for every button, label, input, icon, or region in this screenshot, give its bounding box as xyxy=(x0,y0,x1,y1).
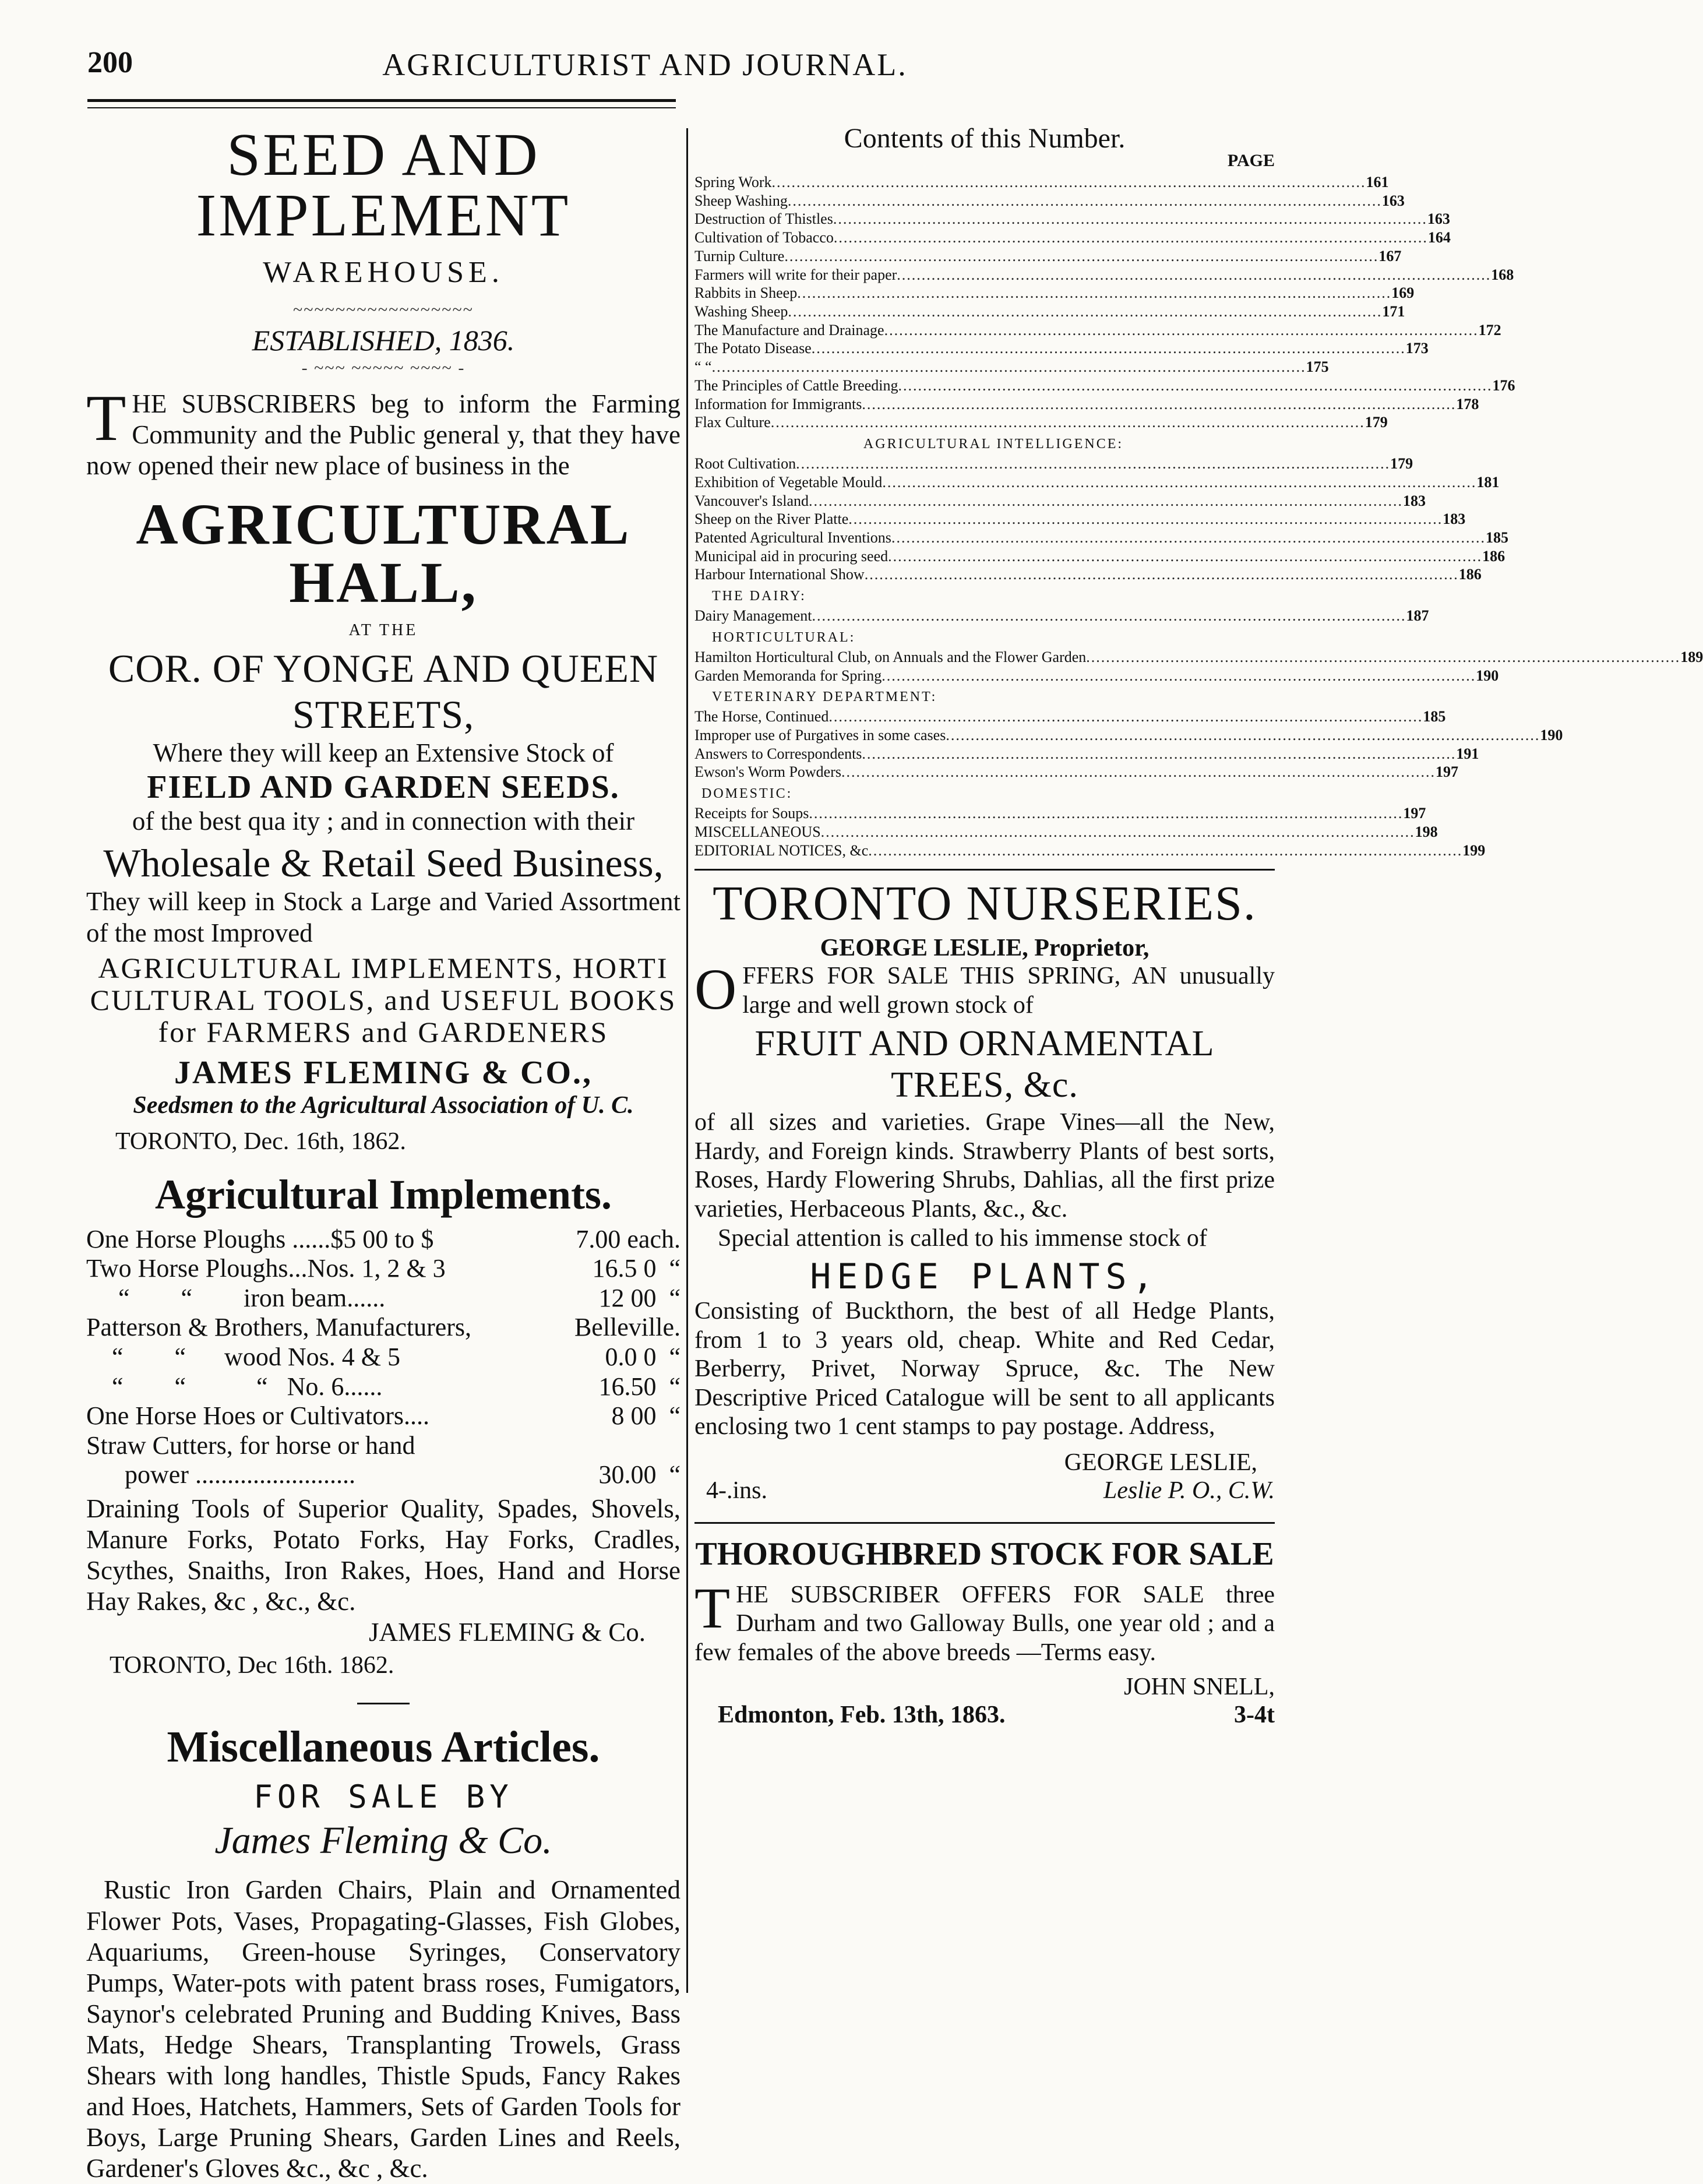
toc-leader-dots: ........................................................................................................................ xyxy=(828,708,1423,725)
caps-line-1: AGRICULTURAL IMPLEMENTS, HORTI xyxy=(98,951,669,984)
toc-entry-title: “ “ xyxy=(694,358,712,376)
firm-signature: JAMES FLEMING & Co. xyxy=(368,1618,646,1647)
toc-entry-page: 173 xyxy=(1405,340,1429,357)
toc-entry-page: 190 xyxy=(1540,726,1563,744)
section-heading: THOROUGHBRED STOCK FOR SALE xyxy=(695,1535,1274,1572)
toc-leader-dots: ........................................................................................................................ xyxy=(809,805,1404,822)
toc-entry-title: Rabbits in Sheep xyxy=(694,284,798,302)
toc-list xyxy=(694,607,1429,625)
toc-entry-page: 186 xyxy=(1458,566,1482,583)
drop-cap: T xyxy=(694,1575,731,1640)
toc-leader-dots: ........................................................................................................................ xyxy=(841,763,1436,781)
item-name: Straw Cutters, for horse or hand xyxy=(86,1431,415,1460)
toc-leader-dots: ........................................................................................................................ xyxy=(833,229,1428,246)
price-row xyxy=(86,1372,681,1402)
firm-name: James Fleming & Co. xyxy=(214,1819,552,1862)
stock-ad xyxy=(694,1535,1275,1729)
item-name: “ “ wood Nos. 4 & 5 xyxy=(86,1343,400,1372)
toc-section-heading: HORTICULTURAL: xyxy=(712,629,856,645)
toc-leader-dots: ........................................................................................................................ xyxy=(770,414,1365,431)
section-heading: Miscellaneous Articles. xyxy=(167,1722,600,1772)
nurseries-ad xyxy=(694,875,1275,1505)
toc-entry-title: EDITORIAL NOTICES, &c xyxy=(694,841,869,859)
toc-entry-title: Washing Sheep xyxy=(694,303,788,320)
header-rule-bottom xyxy=(87,107,676,108)
toc-entry-page: 179 xyxy=(1364,414,1388,431)
dateline-row xyxy=(694,1701,1275,1729)
toc-section-heading: VETERINARY DEPARTMENT: xyxy=(712,689,937,705)
ornament: - ~~~ ~~~~~ ~~~~ - xyxy=(301,358,466,378)
toc-entry-title: Answers to Correspondents xyxy=(694,745,862,762)
right-column xyxy=(694,122,1703,1729)
toc-entry xyxy=(694,173,1389,192)
toc-leader-dots: ........................................................................................................................ xyxy=(868,841,1463,859)
toc-entry-title: Vancouver's Island xyxy=(694,492,809,509)
toc-leader-dots: ........................................................................................................................ xyxy=(784,247,1379,265)
toc-leader-dots: ........................................................................................................................ xyxy=(1086,648,1681,665)
toc-leader-dots: ........................................................................................................................ xyxy=(848,510,1443,528)
toc-entry-page: 171 xyxy=(1382,303,1405,320)
signature-place: Leslie P. O., C.W. xyxy=(1103,1477,1275,1504)
varieties-paragraph: of all sizes and varieties. Grape Vines—all the New, Hardy, and Foreign kinds. Strawberry Plants of best sorts, Roses, Hardy Flowering Shrubs, Dahlias, all the first prize varieties, Herbaceous Plants, &c., &c. xyxy=(694,1109,1275,1223)
price-row xyxy=(86,1225,681,1255)
toc-entry xyxy=(694,492,1426,510)
page-header xyxy=(87,45,1203,92)
toc-entry xyxy=(694,210,1450,228)
signature-name: GEORGE LESLIE, xyxy=(1064,1449,1257,1476)
toc-entry-page: 199 xyxy=(1462,841,1486,859)
special-paragraph: Special attention is called to his immense stock of xyxy=(718,1224,1207,1252)
implements-ad xyxy=(86,1171,681,1680)
toc-entry xyxy=(694,547,1505,566)
toc-section-heading: DOMESTIC: xyxy=(701,786,793,802)
left-column xyxy=(86,122,681,2184)
hedge-paragraph: Consisting of Buckthorn, the best of all Hedge Plants, from 1 to 3 years old, cheap. White and Red Cedar, Berberry, Privet, Norway Spruce, &c. The New Descriptive Priced Catalogue will be sent to all applicants enclosing two 1 cent stamps to pay postage. Address, xyxy=(694,1298,1275,1440)
toc-entry-page: 178 xyxy=(1456,395,1479,413)
price-row xyxy=(86,1254,681,1284)
toc-leader-dots: ........................................................................................................................ xyxy=(787,192,1382,209)
at-the: AT THE xyxy=(348,621,418,640)
toc-list xyxy=(694,707,1563,781)
toc-leader-dots: ........................................................................................................................ xyxy=(882,473,1477,491)
street-corner: COR. OF YONGE AND QUEEN STREETS, xyxy=(108,646,659,737)
toc-entry-page: 186 xyxy=(1482,547,1505,565)
toc-entry-page: 179 xyxy=(1390,455,1413,473)
toc-entry xyxy=(694,358,1329,376)
toc-entry xyxy=(694,763,1459,781)
contents-heading: Contents of this Number. xyxy=(844,123,1126,154)
toc-entry xyxy=(694,413,1388,432)
price-row xyxy=(86,1343,681,1372)
header-rule-top xyxy=(87,99,676,102)
toc-leader-dots: ........................................................................................................................ xyxy=(946,726,1540,744)
articles-paragraph: Rustic Iron Garden Chairs, Plain and Ornamented Flower Pots, Vases, Propagating-Glasses, Fish Globes, Aquariums, Green-house Syringes, Conservatory Pumps, Water-pots with patent brass roses, Fumigators, Saynor's celebrated Pruning and Budding Knives, Bass Mats, Hedge Shears, Transplanting Trowels, Grass Shears with long handles, Thistle Spuds, Fancy Rakes and Hoes, Hatchets, Hammers, Sets of Garden Tools for Boys, Large Pruning Shears, Garden Lines and Reels, Gardener's Gloves &c., &c , &c. xyxy=(86,1875,681,2183)
toc-entry-title: Farmers will write for their paper xyxy=(694,266,897,283)
toc-entry xyxy=(694,667,1499,685)
toc-section-heading: AGRICULTURAL INTELLIGENCE: xyxy=(863,436,1124,452)
keep-line: They will keep in Stock a Large and Varied Assortment of the most Improved xyxy=(86,887,681,947)
toc-entry-title: Municipal aid in procuring seed xyxy=(694,547,888,565)
toc-leader-dots: ........................................................................................................................ xyxy=(862,745,1457,762)
item-price: 7.00 each. xyxy=(576,1224,681,1253)
section-heading: Agricultural Implements. xyxy=(155,1171,612,1218)
toc-entry-title: Root Cultivation xyxy=(694,455,796,473)
section-rule xyxy=(357,1703,410,1704)
toc-list xyxy=(694,173,1515,432)
intro-text: HE SUBSCRIBERS beg to inform the Farming Community and the Public general y, that they have now opened their new place of business in the xyxy=(86,389,681,481)
section-rule xyxy=(694,1522,1275,1524)
dateline: TORONTO, Dec. 16th, 1862. xyxy=(115,1128,406,1155)
intro-paragraph xyxy=(694,957,1275,1022)
toc-leader-dots: ........................................................................................................................ xyxy=(820,823,1415,840)
toc-entry xyxy=(694,473,1500,492)
toc-leader-dots: ........................................................................................................................ xyxy=(771,174,1366,191)
stock-line: Where they will keep an Extensive Stock of xyxy=(153,738,614,768)
toc-entry xyxy=(694,726,1563,745)
ad-subhead: WAREHOUSE. xyxy=(263,256,504,289)
toc-entry-title: Cultivation of Tobacco xyxy=(694,229,834,246)
page-label: PAGE xyxy=(1227,151,1275,170)
drop-cap: O xyxy=(694,957,737,1022)
stock-text: HE SUBSCRIBER OFFERS FOR SALE three Durham and two Galloway Bulls, one year old ; and a few females of the above breeds —Terms easy. xyxy=(694,1581,1275,1666)
toc-entry xyxy=(694,228,1451,247)
toc-leader-dots: ........................................................................................................................ xyxy=(897,266,1492,283)
toc-leader-dots: ........................................................................................................................ xyxy=(833,210,1427,228)
drop-cap: T xyxy=(86,382,126,455)
toc-entry-page: 167 xyxy=(1378,247,1402,265)
section-heading: TORONTO NURSERIES. xyxy=(713,876,1257,931)
price-row xyxy=(86,1431,681,1461)
toc-leader-dots: ........................................................................................................................ xyxy=(882,667,1476,684)
miscellaneous-ad xyxy=(86,1722,681,2184)
seed-warehouse-ad xyxy=(86,121,681,1156)
toc-entry xyxy=(694,247,1402,266)
signature-name: JOHN SNELL, xyxy=(1124,1674,1275,1701)
toc-entry xyxy=(694,823,1438,841)
toc-entry-title: Destruction of Thistles xyxy=(694,210,833,228)
toc-leader-dots: ........................................................................................................................ xyxy=(884,321,1479,339)
toc-entry-title: Exhibition of Vegetable Mould xyxy=(694,473,883,491)
item-price: 16.50 “ xyxy=(598,1372,681,1401)
firm-name: JAMES FLEMING & CO., xyxy=(174,1054,593,1091)
toc-entry-page: 181 xyxy=(1476,473,1500,491)
toc-entry-title: Garden Memoranda for Spring xyxy=(694,667,882,684)
toc-entry-title: The Principles of Cattle Breeding xyxy=(694,376,898,394)
toc-entry xyxy=(694,395,1479,414)
page-number: 200 xyxy=(87,46,133,79)
toc-leader-dots: ........................................................................................................................ xyxy=(888,547,1483,565)
for-sale-line: FOR SALE BY xyxy=(253,1778,513,1816)
toc-entry-page: 190 xyxy=(1476,667,1499,684)
toc-entry xyxy=(694,284,1415,302)
item-price: Belleville. xyxy=(574,1313,681,1342)
toc-entry xyxy=(694,607,1429,625)
toc-leader-dots: ........................................................................................................................ xyxy=(864,566,1459,583)
established-line: ESTABLISHED, 1836. xyxy=(252,324,515,357)
toc-entry-page: 187 xyxy=(1406,607,1429,625)
toc-entry xyxy=(694,376,1515,395)
toc-entry xyxy=(694,841,1486,860)
toc-entry-title: Turnip Culture xyxy=(694,247,785,265)
intro-text: FFERS FOR SALE THIS SPRING, AN unusually large and well grown stock of xyxy=(742,963,1275,1019)
toc-entry-page: 189 xyxy=(1680,648,1703,665)
toc-entry-title: Information for Immigrants xyxy=(694,395,862,413)
toc-leader-dots: ........................................................................................................................ xyxy=(711,358,1306,376)
toc-entry-page: 197 xyxy=(1436,763,1459,781)
toc-entry-page: 164 xyxy=(1427,229,1451,246)
item-name: “ “ iron beam...... xyxy=(86,1283,386,1312)
item-price: 12 00 “ xyxy=(598,1283,681,1312)
toc-entry-page: 198 xyxy=(1415,823,1438,840)
seeds-line: FIELD AND GARDEN SEEDS. xyxy=(147,769,620,806)
item-price: 8 00 “ xyxy=(611,1401,681,1431)
toc-entry xyxy=(694,745,1479,763)
hedge-plants-heading: HEDGE PLANTS, xyxy=(810,1256,1159,1298)
toc-entry-page: 172 xyxy=(1478,321,1501,339)
toc-entry xyxy=(694,339,1429,358)
quality-line: of the best qua ity ; and in connection with their xyxy=(132,806,635,836)
toc-entry-title: Patented Agricultural Inventions xyxy=(694,529,891,546)
toc-leader-dots: ........................................................................................................................ xyxy=(811,340,1406,357)
stock-paragraph xyxy=(694,1575,1275,1668)
toc-entry-title: Harbour International Show xyxy=(694,566,865,583)
price-row xyxy=(86,1313,681,1343)
price-row xyxy=(86,1284,681,1313)
toc-leader-dots: ........................................................................................................................ xyxy=(862,395,1457,413)
item-price: 0.0 0 “ xyxy=(605,1343,681,1372)
toc-entry-title: MISCELLANEOUS xyxy=(694,823,821,840)
intro-paragraph xyxy=(86,382,681,481)
dateline: TORONTO, Dec 16th. 1862. xyxy=(110,1652,394,1679)
hall-name: AGRICULTURAL HALL, xyxy=(136,492,631,615)
toc-entry-title: Improper use of Purgatives in some cases xyxy=(694,726,946,744)
toc-entry xyxy=(694,192,1405,210)
toc-entry-title: The Manufacture and Drainage xyxy=(694,321,884,339)
toc-entry-title: The Potato Disease xyxy=(694,340,812,357)
toc-list xyxy=(694,648,1703,685)
toc-entry-title: Ewson's Worm Powders xyxy=(694,763,842,781)
item-name: Two Horse Ploughs...Nos. 1, 2 & 3 xyxy=(86,1254,446,1283)
toc-entry-page: 191 xyxy=(1456,745,1479,762)
toc-entry-title: Sheep on the River Platte xyxy=(694,510,849,528)
dateline: Edmonton, Feb. 13th, 1863. xyxy=(718,1702,1006,1729)
item-name: One Horse Ploughs ......$5 00 to $ xyxy=(86,1224,434,1253)
toc-entry-title: Spring Work xyxy=(694,174,772,191)
toc-leader-dots: ........................................................................................................................ xyxy=(812,607,1406,625)
toc-leader-dots: ........................................................................................................................ xyxy=(809,492,1404,509)
price-row xyxy=(86,1401,681,1431)
toc-entry xyxy=(694,529,1508,547)
page-title: AGRICULTURIST AND JOURNAL. xyxy=(382,47,908,82)
toc-entry xyxy=(694,707,1446,726)
toc-entry-page: 197 xyxy=(1403,805,1426,822)
toc-entry xyxy=(694,648,1703,667)
toc-entry-page: 176 xyxy=(1492,376,1515,394)
column-divider xyxy=(686,128,688,1993)
toc-entry-title: Flax Culture xyxy=(694,414,771,431)
toc-entry-page: 183 xyxy=(1443,510,1466,528)
toc-entry-page: 183 xyxy=(1403,492,1426,509)
toc-entry xyxy=(694,510,1466,529)
item-name: Patterson & Brothers, Manufacturers, xyxy=(86,1313,472,1342)
table-of-contents xyxy=(694,122,1703,859)
seedsmen-line: Seedsmen to the Agricultural Association of U. C. xyxy=(133,1091,634,1119)
price-list xyxy=(86,1225,681,1490)
item-price: 30.00 “ xyxy=(598,1460,681,1489)
ornament: ~~~~~~~~~~~~~~~~~ xyxy=(293,300,474,319)
toc-entry-page: 161 xyxy=(1366,174,1389,191)
toc-entry xyxy=(694,455,1413,473)
toc-entry xyxy=(694,302,1405,321)
toc-entry-page: 175 xyxy=(1306,358,1329,376)
toc-entry xyxy=(694,266,1514,284)
toc-leader-dots: ........................................................................................................................ xyxy=(797,284,1392,302)
toc-leader-dots: ........................................................................................................................ xyxy=(788,303,1383,320)
toc-entry-page: 185 xyxy=(1423,708,1446,725)
toc-list xyxy=(694,455,1508,584)
toc-leader-dots: ........................................................................................................................ xyxy=(898,376,1493,394)
signature-row xyxy=(694,1477,1275,1505)
toc-entry-page: 185 xyxy=(1485,529,1508,546)
ad-headline: SEED AND IMPLEMENT xyxy=(196,121,571,249)
insertion-tag: 3-4t xyxy=(1234,1702,1275,1729)
fruit-trees-line: FRUIT AND ORNAMENTAL TREES, &c. xyxy=(754,1024,1215,1105)
toc-entry-page: 169 xyxy=(1391,284,1415,302)
toc-entry-page: 168 xyxy=(1491,266,1514,283)
tools-paragraph: Draining Tools of Superior Quality, Spades, Shovels, Manure Forks, Potato Forks, Hay Forks, Cradles, Scythes, Snaiths, Iron Rakes, Hoes, Hand and Horse Hay Rakes, &c , &c., &c. xyxy=(86,1494,681,1616)
toc-section-heading: THE DAIRY: xyxy=(712,589,806,604)
item-name: One Horse Hoes or Cultivators.... xyxy=(86,1401,430,1431)
item-name: “ “ “ No. 6...... xyxy=(86,1372,383,1401)
toc-entry-title: The Horse, Continued xyxy=(694,708,829,725)
caps-line-3: for FARMERS and GARDENERS xyxy=(158,1015,609,1048)
toc-entry-title: Hamilton Horticultural Club, on Annuals and the Flower Garden xyxy=(694,648,1087,665)
item-name: power ......................... xyxy=(86,1460,355,1489)
price-row xyxy=(86,1460,681,1490)
caps-line-2: CULTURAL TOOLS, and USEFUL BOOKS xyxy=(90,983,677,1016)
section-rule xyxy=(694,869,1275,871)
wholesale-line: Wholesale & Retail Seed Business, xyxy=(103,841,664,886)
toc-entry xyxy=(694,321,1501,340)
insertion-tag: 4-.ins. xyxy=(706,1477,767,1504)
toc-list xyxy=(694,804,1486,859)
toc-entry-page: 163 xyxy=(1427,210,1450,228)
toc-leader-dots: ........................................................................................................................ xyxy=(891,529,1486,546)
item-price: 16.5 0 “ xyxy=(592,1254,681,1283)
toc-entry-title: Receipts for Soups xyxy=(694,805,809,822)
toc-entry-title: Sheep Washing xyxy=(694,192,788,209)
toc-entry xyxy=(694,804,1426,823)
proprietor-line: GEORGE LESLIE, Proprietor, xyxy=(820,935,1150,962)
toc-entry xyxy=(694,565,1482,584)
toc-leader-dots: ........................................................................................................................ xyxy=(796,455,1391,473)
toc-entry-title: Dairy Management xyxy=(694,607,812,625)
toc-entry-page: 163 xyxy=(1381,192,1405,209)
